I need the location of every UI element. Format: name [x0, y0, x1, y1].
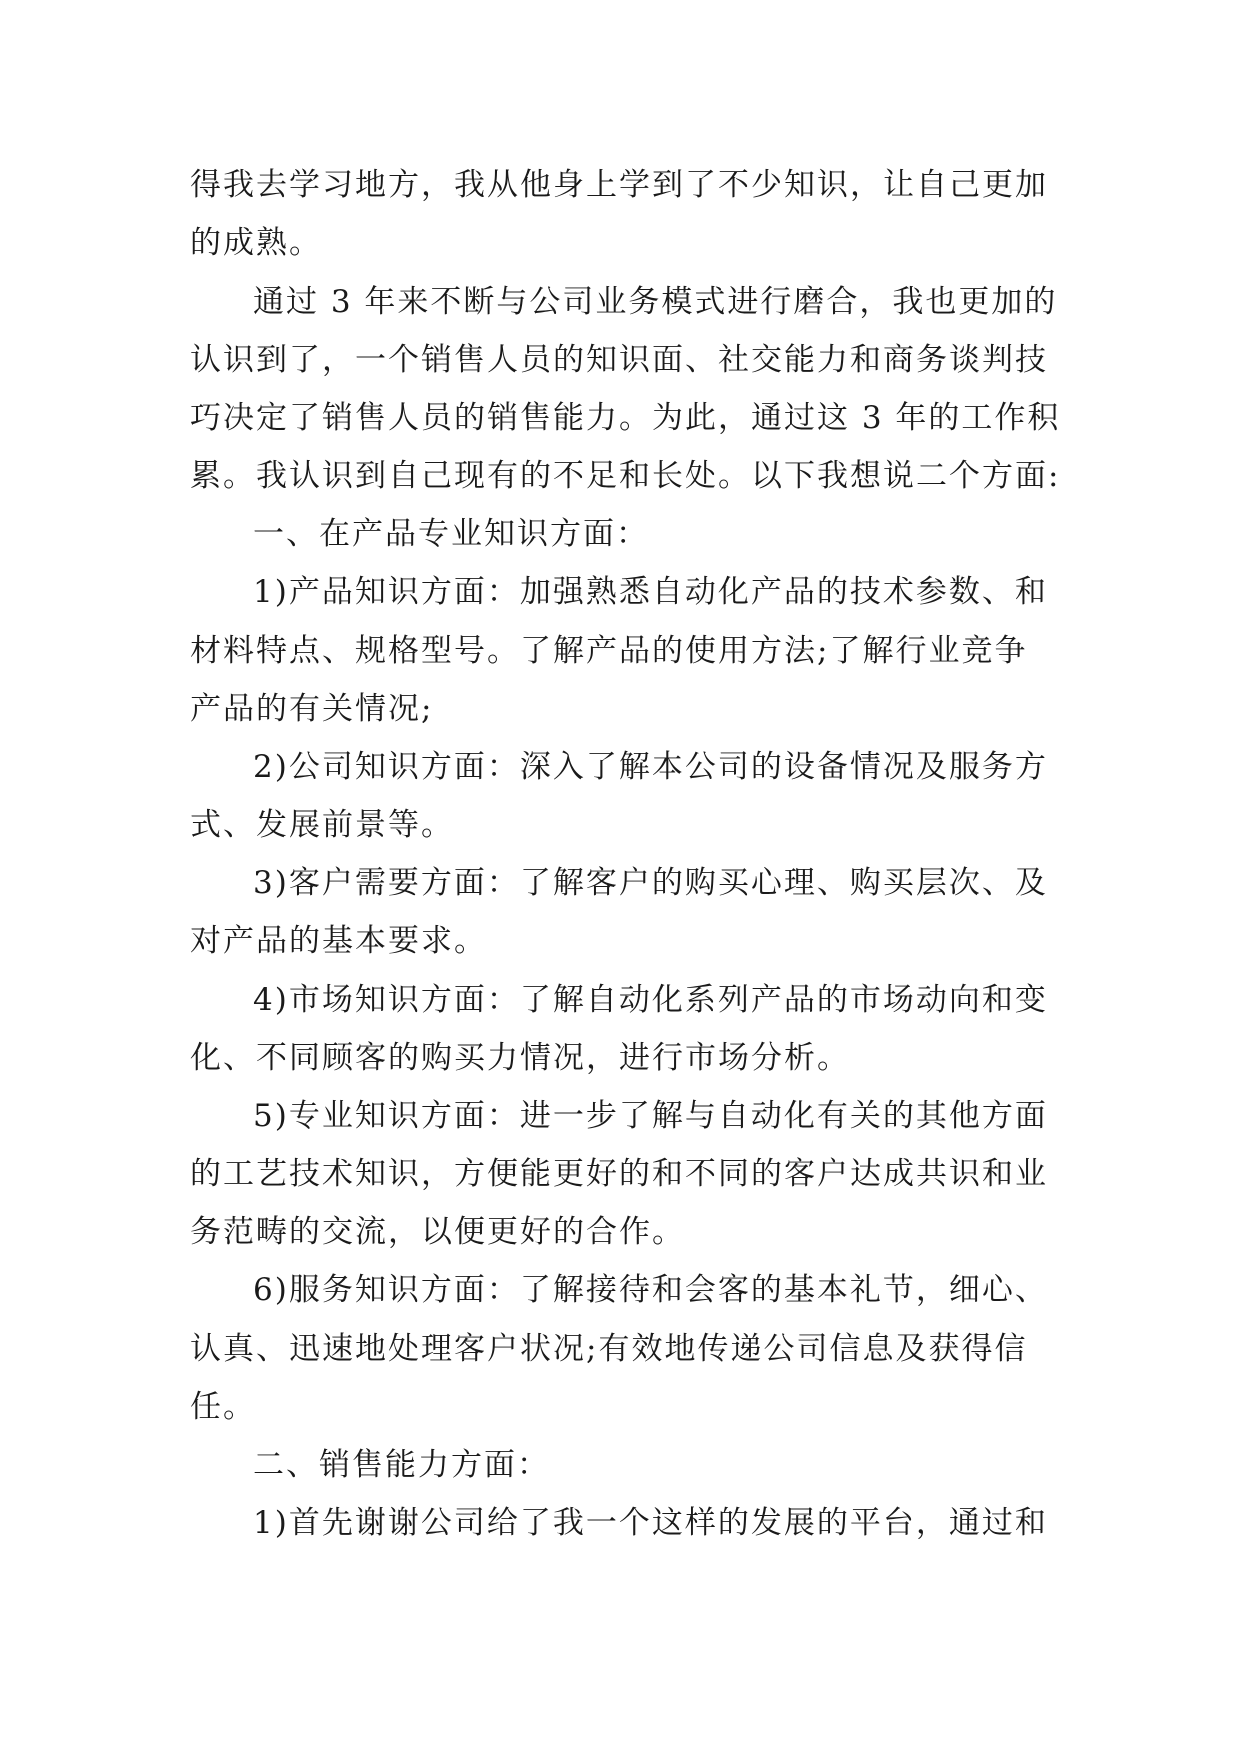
text-line: 得我去学习地方，我从他身上学到了不少知识，让自己更加 [190, 167, 1048, 203]
text-line: 化、不同顾客的购买力情况，进行市场分析。 [190, 1040, 850, 1076]
text-line: 式、发展前景等。 [190, 807, 454, 843]
text-line: 1)产品知识方面：加强熟悉自动化产品的技术参数、和 [253, 574, 1048, 610]
text-line: 累。我认识到自己现有的不足和长处。以下我想说二个方面: [190, 458, 1061, 494]
section-heading: 一、在产品专业知识方面： [253, 516, 649, 552]
text-line: 务范畴的交流，以便更好的合作。 [190, 1214, 685, 1250]
text-line: 认识到了，一个销售人员的知识面、社交能力和商务谈判技 [190, 342, 1048, 378]
text-line: 巧决定了销售人员的销售能力。为此，通过这 3 年的工作积 [190, 400, 1061, 436]
text-line: 通过 3 年来不断与公司业务模式进行磨合，我也更加的 [253, 284, 1058, 320]
text-line: 1)首先谢谢公司给了我一个这样的发展的平台，通过和 [253, 1505, 1048, 1541]
text-line: 6)服务知识方面：了解接待和会客的基本礼节，细心、 [253, 1272, 1048, 1308]
text-line: 对产品的基本要求。 [190, 923, 487, 959]
text-line: 4)市场知识方面：了解自动化系列产品的市场动向和变 [253, 982, 1048, 1018]
text-line: 3)客户需要方面：了解客户的购买心理、购买层次、及 [253, 865, 1048, 901]
text-line: 的成熟。 [190, 225, 322, 261]
text-line: 2)公司知识方面：深入了解本公司的设备情况及服务方 [253, 749, 1048, 785]
text-line: 5)专业知识方面：进一步了解与自动化有关的其他方面 [253, 1098, 1048, 1134]
text-line: 的工艺技术知识，方便能更好的和不同的客户达成共识和业 [190, 1156, 1048, 1192]
text-line: 任。 [190, 1389, 256, 1425]
text-line: 认真、迅速地处理客户状况;有效地传递公司信息及获得信 [190, 1331, 1028, 1367]
text-line: 材料特点、规格型号。了解产品的使用方法;了解行业竞争 [190, 633, 1028, 669]
section-heading: 二、销售能力方面： [253, 1447, 550, 1483]
text-line: 产品的有关情况; [190, 691, 434, 727]
